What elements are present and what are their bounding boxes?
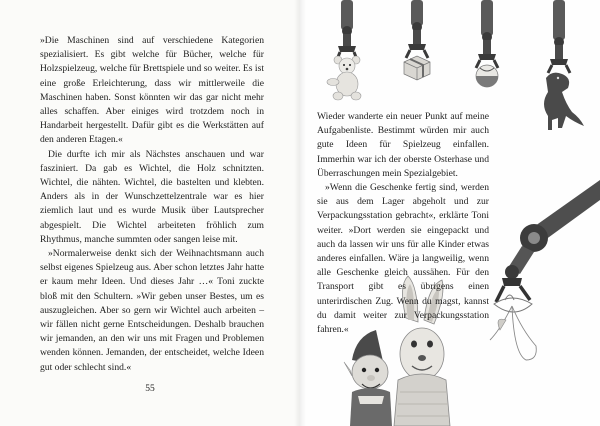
paragraph: »Die Maschinen sind auf verschiedene Kategorien spezialisiert. Es gibt welche für Bücher, welche für Holzspielzeug, welche für Brettspiele und so weiter. Es ist eine große Erleichterung, dass wir mittlerweile die Maschinen haben. Sonst könnten wir das gar nicht mehr alles schaffen. Aber einiges wird trotzdem noch in Handarbeit hergestellt. Dafür gibt es die Werkstätten auf den anderen Etagen.« [40, 35, 264, 146]
elf-character [344, 330, 392, 426]
robot-arm-ball [476, 0, 498, 68]
teddy-bear-icon [327, 56, 361, 100]
page-number: 55 [145, 384, 155, 394]
paragraph: Die durfte ich mir als Nächstes anschauen und war fasziniert. Da gab es Wichtel, die Holz schnitzten. Wichtel, die nähten. Wichtel, die bastelten und klebten. Anders als in der Wunschzettelzentrale war es hier ziemlich laut und es wurde Musik über Lautsprecher abgespielt. Die Wichtel arbeiteten fröhlich zum Rhythmus, manche summten oder sangen leise mit. [40, 148, 264, 245]
paragraph: »Wenn die Geschenke fertig sind, werden sie aus dem Lager abgeholt und zur Verpackungsstation gebracht«, erklärte Toni weiter. »Dort werden sie eingepackt und auch da lassen wir uns für alle Kinder etwas anderes einfallen. Wäre ja langweilig, wenn alle Geschenke gleich aussähen. Für den Transport gibt es übrigens einen unterirdischen Zug. Wenn du magst, kannst du damit weiter zur Verpackungsstation fahren.« [317, 182, 489, 336]
dinosaur-icon [544, 73, 584, 130]
right-page [300, 0, 600, 426]
gift-box-icon [404, 56, 430, 80]
ribbon-gift-icon [490, 295, 536, 360]
paragraph: Wieder wanderte ein neuer Punkt auf meine Aufgabenliste. Bestimmt würden mir auch gute Ideen für Spielzeug einfallen. Immerhin war ich der oberste Osterhase und Überraschungen mein Spezialgebiet. [317, 111, 489, 179]
paragraph: »Normalerweise denkt sich der Weihnachtsmann auch selbst eigenes Spielzeug aus. Aber schon letztes Jahr hatte er kaum mehr Ideen. Und dieses Jahr …« Toni zuckte bloß mit den Schultern. »Wir geben unser Bestes, um es auszugleichen. Aber so gern wir Wichtel auch arbeiten – wir fällen nicht gerne Entscheidungen. Deshalb brauchen wir jemanden, an den wir uns mit Fragen und Problemen wenden können. Jemanden, der entscheidet, welche Ideen gut oder schlecht sind.« [40, 248, 264, 373]
robot-arm-large [496, 180, 600, 302]
robot-arm-gift [406, 0, 428, 58]
ball-icon [476, 65, 498, 87]
left-page-text [40, 34, 264, 375]
robot-arm-dinosaur [548, 0, 570, 73]
right-page-text [317, 110, 489, 337]
book-gutter-shadow [294, 0, 306, 426]
robot-arm-teddy [336, 0, 358, 62]
